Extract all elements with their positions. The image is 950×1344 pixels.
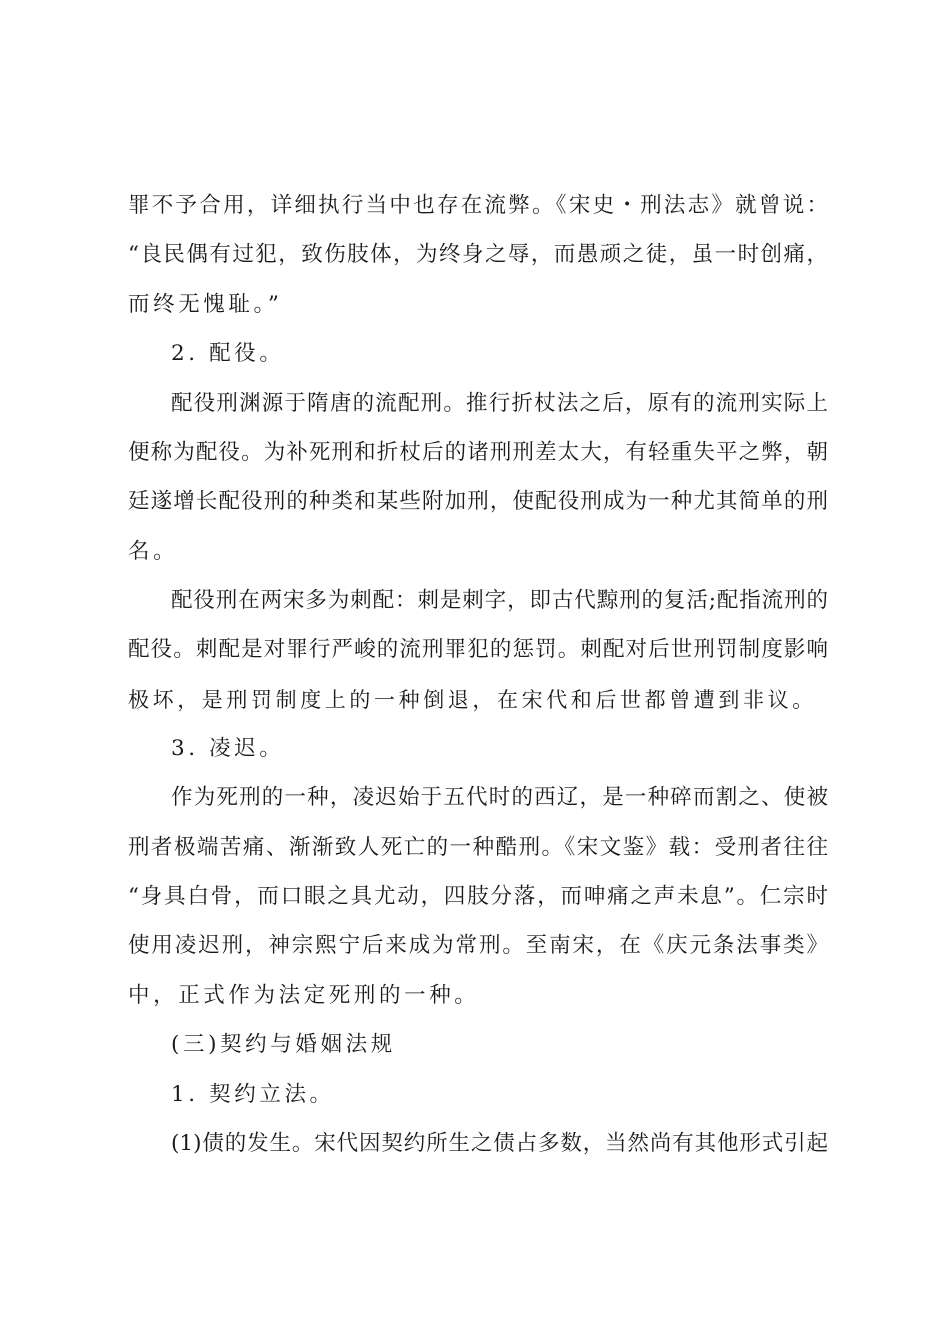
text-line: 便称为配役。为补死刑和折杖后的诸刑刑差太大，有轻重失平之弊，朝 bbox=[128, 440, 828, 465]
text-line: 中，正式作为法定死刑的一种。 bbox=[128, 983, 480, 1008]
text-line: 而终无愧耻。” bbox=[128, 292, 283, 317]
text-line: 配役刑在两宋多为刺配：刺是刺字，即古代黥刑的复活;配指流刑的 bbox=[171, 588, 828, 613]
text-line: 使用凌迟刑，神宗熙宁后来成为常刑。至南宋，在《庆元条法事类》 bbox=[128, 933, 828, 958]
section-heading: 2. 配役。 bbox=[171, 341, 285, 366]
text-line: “身具白骨，而口眼之具尤动，四肢分落，而呻痛之声未息”。仁宗时 bbox=[128, 884, 828, 909]
text-line: 配役刑渊源于隋唐的流配刑。推行折杖法之后，原有的流刑实际上 bbox=[171, 391, 828, 416]
text-line: 极坏，是刑罚制度上的一种倒退，在宋代和后世都曾遭到非议。 bbox=[128, 688, 817, 712]
text-line: 刑者极端苦痛、渐渐致人死亡的一种酷刑。《宋文鉴》载：受刑者往往 bbox=[128, 835, 828, 860]
text-line: 廷遂增长配役刑的种类和某些附加刑，使配役刑成为一种尤其简单的刑 bbox=[128, 489, 828, 514]
section-heading: 1. 契约立法。 bbox=[171, 1082, 335, 1107]
section-heading: 3. 凌迟。 bbox=[171, 736, 285, 761]
text-line: 名。 bbox=[128, 539, 179, 564]
text-line: “良民偶有过犯，致伤肢体，为终身之辱，而愚顽之徒，虽一时创痛， bbox=[128, 242, 828, 267]
text-line: 罪不予合用，详细执行当中也存在流弊。《宋史・刑法志》就曾说： bbox=[128, 193, 828, 218]
text-line: (1)债的发生。宋代因契约所生之债占多数，当然尚有其他形式引起 bbox=[171, 1131, 828, 1156]
section-heading: (三)契约与婚姻法规 bbox=[171, 1032, 396, 1057]
text-line: 作为死刑的一种，凌迟始于五代时的西辽，是一种碎而割之、使被 bbox=[171, 785, 828, 810]
text-line: 配役。刺配是对罪行严峻的流刑罪犯的惩罚。刺配对后世刑罚制度影响 bbox=[128, 637, 828, 662]
